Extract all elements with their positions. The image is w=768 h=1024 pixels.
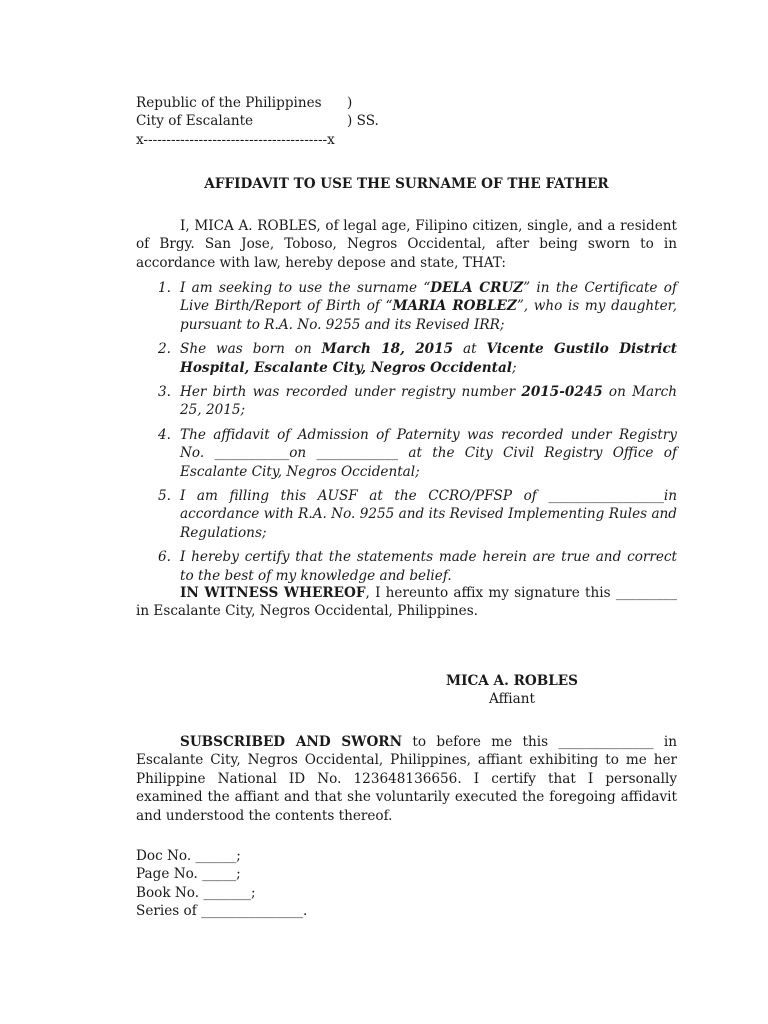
jurat-paragraph: [136, 733, 677, 825]
item-text: I am filling this AUSF at the CCRO/PFSP of _________________in accordance with R.A. No. 9255 and its Revised Implementing Rules and Regulations;: [180, 488, 677, 541]
venue-bracket: ): [347, 95, 353, 111]
item-bold-surname: DELA CRUZ: [430, 280, 524, 296]
statement-list: [136, 279, 677, 591]
item-text: I hereby certify that the statements made herein are true and correct to the best of my knowledge and belief.: [180, 549, 677, 584]
witness-text: , I hereunto affix my signature this _________ in Escalante City, Negros Occidental, Philippines.: [136, 585, 677, 620]
item-text: at: [453, 341, 487, 358]
venue-line-city: [136, 112, 379, 130]
item-text: She was born on: [180, 341, 322, 358]
list-item: [136, 279, 677, 334]
item-text: ;: [511, 359, 517, 376]
venue-city: City of Escalante: [136, 113, 254, 130]
item-number: 1.: [158, 280, 171, 296]
notarial-register: [136, 847, 307, 921]
affiant-role: Affiant: [489, 691, 535, 708]
item-bold-birth-date: March 18, 2015: [321, 341, 454, 358]
witness-heading: IN WITNESS WHEREOF: [180, 585, 366, 601]
jurat-text: to before me this ______________ in Escalante City, Negros Occidental, Philippines, affiant exhibiting to me her Philippine National ID No. 123648136656. I certify that I personally examined the affiant and that she voluntarily executed the foregoing affidavit and understood the contents thereof.: [136, 734, 677, 824]
doc-number: Doc No. ______;: [136, 848, 241, 864]
document-title: AFFIDAVIT TO USE THE SURNAME OF THE FATHER: [204, 176, 609, 192]
venue-line-country: [136, 94, 379, 112]
series: Series of _______________.: [136, 903, 308, 920]
affiant-name: MICA A. ROBLES: [446, 673, 578, 689]
venue-country: Republic of the Philippines: [136, 95, 322, 111]
venue-separator: x----------------------------------------x: [136, 131, 335, 148]
venue-header: [136, 94, 379, 149]
item-number: 5.: [158, 488, 171, 505]
item-text: I am seeking to use the surname “: [180, 280, 431, 296]
intro-paragraph: I, MICA A. ROBLES, of legal age, Filipino citizen, single, and a resident of Brgy. San Jose, Toboso, Negros Occidental, after being sworn to in accordance with law, hereby depose and state, THAT:: [136, 218, 677, 271]
list-item: [136, 426, 677, 481]
list-item: [136, 548, 677, 585]
item-text: The affidavit of Admission of Paternity was recorded under Registry No. ___________on ____________ at the City Civil Registry Office of Escalante City, Negros Occidental;: [180, 426, 677, 480]
witness-paragraph: [136, 584, 677, 621]
item-text: ”, who is my daughter, pursuant to R.A. No. 9255 and its Revised IRR;: [180, 298, 677, 333]
item-text: Her birth was recorded under registry number: [180, 384, 522, 401]
item-number: 2.: [158, 341, 171, 358]
signature-block: [432, 672, 592, 709]
item-bold-registry-number: 2015-0245: [521, 384, 603, 401]
list-item: [136, 487, 677, 542]
item-bold-child-name: MARIA ROBLEZ: [392, 298, 517, 315]
book-number: Book No. _______;: [136, 884, 256, 901]
item-bold-birthplace: Vicente Gustilo District Hospital, Escalante City, Negros Occidental: [180, 341, 677, 376]
list-item: [136, 340, 677, 377]
item-number: 4.: [158, 426, 171, 443]
item-number: 6.: [158, 549, 171, 566]
item-text: on March 25, 2015;: [180, 384, 677, 419]
item-text: ” in the Certificate of Live Birth/Report of Birth of “: [180, 280, 677, 315]
page-number: Page No. _____;: [136, 866, 241, 883]
jurat-heading: SUBSCRIBED AND SWORN: [180, 734, 403, 750]
venue-ss: ) SS.: [347, 113, 379, 130]
item-number: 3.: [158, 384, 171, 401]
list-item: [136, 383, 677, 420]
